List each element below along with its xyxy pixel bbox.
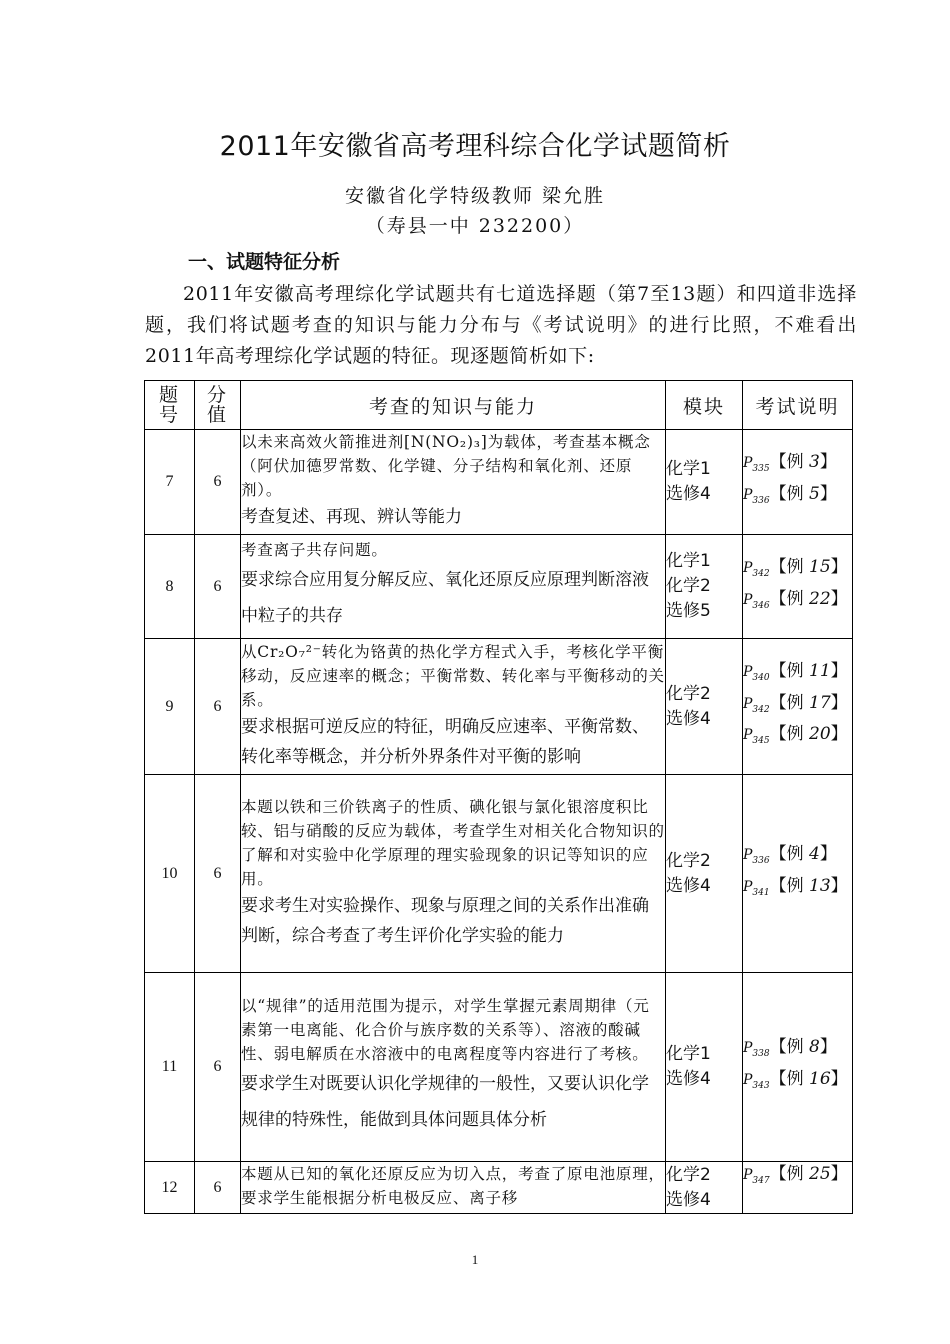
author-line: 安徽省化学特级教师 梁允胜: [344, 185, 606, 207]
page-ref: [743, 878, 770, 898]
page-ref-prefix: P: [743, 846, 753, 863]
knowledge-text: 以未来高效火箭推进剂[N(NO₂)₃]为载体，考查基本概念（阿伏加德罗常数、化学键、分子结构和氧化剂、还原剂）。: [241, 433, 651, 499]
knowledge-text: 本题以铁和三价铁离子的性质、碘化银与氯化银溶度积比较、铝与硝酸的反应为载体，考查学生对相关化合物知识的了解和对实验中化学原理的理实验现象的识记等知识的应用。: [241, 797, 665, 888]
ability-text: 要求根据可逆反应的特征，明确反应速率、平衡常数、转化率等概念，并分析外界条件对平衡的影响: [241, 716, 649, 767]
example-number: 22: [809, 588, 831, 609]
module-label: 选修5: [666, 601, 711, 621]
reference-entry: [743, 587, 852, 619]
ability-text: 考查复述、再现、辨认等能力: [241, 507, 462, 527]
reference-entry: [743, 691, 852, 723]
module-cell: [666, 775, 743, 973]
reference-entry: [743, 1035, 852, 1067]
reference-cell: [743, 775, 853, 973]
module-label: 选修4: [666, 1189, 711, 1210]
page-ref-number: 342: [752, 568, 770, 579]
example-number: 4: [809, 843, 820, 864]
module-cell: [666, 973, 743, 1162]
example-label: 例: [786, 556, 804, 577]
question-score: 6: [195, 639, 241, 775]
page-ref: [743, 559, 770, 579]
ability-text: 要求学生对既要认识化学规律的一般性，又要认识化学规律的特殊性，能做到具体问题具体分析: [241, 1074, 649, 1130]
module-label: 化学1: [666, 1044, 711, 1064]
example-ref: 【例 5】: [769, 484, 837, 504]
example-ref: 【例 8】: [769, 1037, 837, 1058]
header-knowledge: 考查的知识与能力: [241, 381, 666, 430]
section-heading: 一、试题特征分析: [188, 251, 341, 273]
example-ref: 【例 17】: [769, 692, 848, 713]
knowledge-cell: [241, 430, 666, 535]
module-label: 化学2: [666, 576, 711, 596]
example-ref: 【例 22】: [769, 588, 848, 609]
knowledge-cell: [241, 535, 666, 639]
question-number: 12: [145, 1162, 195, 1214]
reference-entry: [743, 1162, 852, 1194]
reference-cell: [743, 1162, 853, 1214]
page-ref-prefix: P: [743, 1040, 753, 1057]
example-number: 13: [809, 875, 831, 896]
page-ref-number: 343: [752, 1080, 770, 1091]
module-label: 选修4: [666, 708, 711, 729]
header-question-number: 题 号: [145, 381, 195, 430]
module-cell: [666, 1162, 743, 1214]
example-ref: 【例 3】: [769, 452, 837, 473]
example-ref: 【例 11】: [769, 660, 848, 681]
example-label: 例: [786, 724, 804, 745]
module-cell: [666, 430, 743, 535]
example-number: 20: [809, 724, 831, 745]
school-line: （寿县一中 232200）: [365, 215, 585, 237]
table-header-row: [145, 381, 853, 430]
table-row: [145, 639, 853, 775]
module-label: 选修4: [666, 484, 711, 504]
module-label: 化学2: [666, 1164, 711, 1185]
page-ref-prefix: P: [743, 1072, 753, 1088]
example-number: 11: [809, 660, 831, 681]
reference-entry: [743, 659, 852, 691]
question-score: 6: [195, 775, 241, 973]
intro-paragraph: 2011年安徽高考理综化学试题共有七道选择题（第7至13题）和四道非选择题，我们将试题考查的知识与能力分布与《考试说明》的进行比照，不难看出2011年高考理综化学试题的特征。现逐题简析如下:: [145, 283, 857, 367]
table-row: [145, 430, 853, 535]
header-module: 模块: [666, 381, 743, 430]
page-ref: [743, 1040, 770, 1059]
reference-entry: [743, 1067, 852, 1099]
page-ref-prefix: P: [743, 487, 753, 503]
example-ref: 【例 25】: [769, 1164, 848, 1184]
example-number: 25: [809, 1164, 831, 1184]
knowledge-text: 从Cr₂O₇²⁻转化为铬黄的热化学方程式入手，考核化学平衡移动，反应速率的概念；平衡常数、转化率与平衡移动的关系。: [241, 642, 665, 709]
page-ref-number: 336: [752, 855, 770, 866]
table-row: [145, 535, 853, 639]
module-cell: [666, 639, 743, 775]
reference-cell: [743, 430, 853, 535]
reference-entry: [743, 482, 852, 514]
reference-cell: [743, 535, 853, 639]
header-score: 分 值: [195, 381, 241, 430]
knowledge-text: 以“规律”的适用范围为提示，对学生掌握元素周期律（元素第一电离能、化合价与族序数的关系等）、溶液的酸碱性、弱电解质在水溶液中的电离程度等内容进行了考核。: [241, 997, 650, 1063]
page-ref-prefix: P: [743, 695, 753, 712]
page-ref-number: 345: [752, 736, 770, 747]
page-ref: [743, 487, 770, 506]
page-ref-prefix: P: [743, 559, 753, 576]
page-ref-prefix: P: [743, 591, 753, 608]
example-ref: 【例 16】: [769, 1069, 848, 1089]
example-label: 例: [786, 843, 804, 864]
question-number: 11: [145, 973, 195, 1162]
knowledge-cell: [241, 973, 666, 1162]
question-score: 6: [195, 1162, 241, 1214]
module-label: 化学2: [666, 683, 711, 704]
page-number: 1: [471, 1252, 479, 1267]
knowledge-text: 本题从已知的氧化还原反应为切入点，考查了原电池原理，要求学生能根据分析电极反应、离子移: [241, 1165, 665, 1207]
question-score: 6: [195, 973, 241, 1162]
example-label: 例: [786, 875, 804, 896]
question-number: 9: [145, 639, 195, 775]
question-score: 6: [195, 430, 241, 535]
reference-entry: [743, 722, 852, 754]
page-ref-number: 347: [752, 1175, 770, 1186]
page-ref-number: 338: [752, 1049, 770, 1059]
reference-entry: [743, 450, 852, 482]
question-number: 7: [145, 430, 195, 535]
question-score: 6: [195, 535, 241, 639]
page-ref-number: 342: [752, 704, 770, 715]
page-ref: [743, 1072, 770, 1091]
page-ref-prefix: P: [743, 878, 753, 895]
reference-cell: [743, 639, 853, 775]
table-row: [145, 973, 853, 1162]
page-ref-prefix: P: [743, 663, 753, 680]
module-label: 化学1: [666, 459, 711, 479]
example-number: 15: [809, 556, 831, 577]
header-reference: 考试说明: [743, 381, 853, 430]
example-label: 例: [786, 1037, 804, 1058]
table-row: [145, 775, 853, 973]
module-label: 化学2: [666, 850, 711, 871]
page-ref-number: 346: [752, 600, 770, 611]
analysis-table: [144, 380, 853, 1214]
reference-cell: [743, 973, 853, 1162]
example-number: 16: [809, 1069, 831, 1089]
page-ref-prefix: P: [743, 455, 753, 472]
example-label: 例: [786, 484, 804, 504]
page-ref: [743, 663, 770, 683]
page-ref-number: 335: [752, 464, 770, 474]
example-number: 8: [809, 1037, 820, 1058]
table-row: [145, 1162, 853, 1214]
page-ref: [743, 1167, 770, 1186]
document-title: 2011年安徽省高考理科综合化学试题简析: [219, 131, 731, 162]
knowledge-cell: [241, 639, 666, 775]
knowledge-text: 考查离子共存问题。: [241, 540, 388, 559]
ability-text: 要求综合应用复分解反应、氧化还原反应原理判断溶液中粒子的共存: [241, 569, 649, 626]
page-ref: [743, 695, 770, 715]
example-label: 例: [786, 1069, 804, 1089]
page-ref-number: 341: [752, 887, 770, 898]
page-ref-number: 340: [752, 672, 770, 683]
module-label: 选修4: [666, 1069, 711, 1089]
module-label: 化学1: [666, 551, 711, 571]
reference-entry: [743, 842, 852, 874]
question-number: 8: [145, 535, 195, 639]
example-number: 17: [809, 692, 831, 713]
example-label: 例: [786, 452, 804, 473]
page-ref: [743, 727, 770, 747]
example-number: 3: [809, 452, 820, 473]
page-ref: [743, 455, 770, 474]
example-ref: 【例 4】: [769, 843, 837, 864]
page-ref-prefix: P: [743, 727, 753, 744]
example-label: 例: [786, 660, 804, 681]
page-ref: [743, 846, 770, 866]
page-ref: [743, 591, 770, 611]
knowledge-cell: [241, 775, 666, 973]
example-ref: 【例 13】: [769, 875, 848, 896]
knowledge-cell: [241, 1162, 666, 1214]
example-label: 例: [786, 588, 804, 609]
example-ref: 【例 20】: [769, 724, 848, 745]
page-ref-prefix: P: [743, 1167, 753, 1183]
ability-text: 要求考生对实验操作、现象与原理之间的关系作出准确判断，综合考查了考生评价化学实验的能力: [241, 895, 649, 946]
example-ref: 【例 15】: [769, 556, 848, 577]
page-ref-number: 336: [752, 495, 770, 506]
question-number: 10: [145, 775, 195, 973]
module-cell: [666, 535, 743, 639]
example-label: 例: [786, 692, 804, 713]
module-label: 选修4: [666, 875, 711, 896]
example-number: 5: [809, 484, 820, 504]
reference-entry: [743, 874, 852, 906]
example-label: 例: [786, 1164, 804, 1184]
reference-entry: [743, 555, 852, 587]
